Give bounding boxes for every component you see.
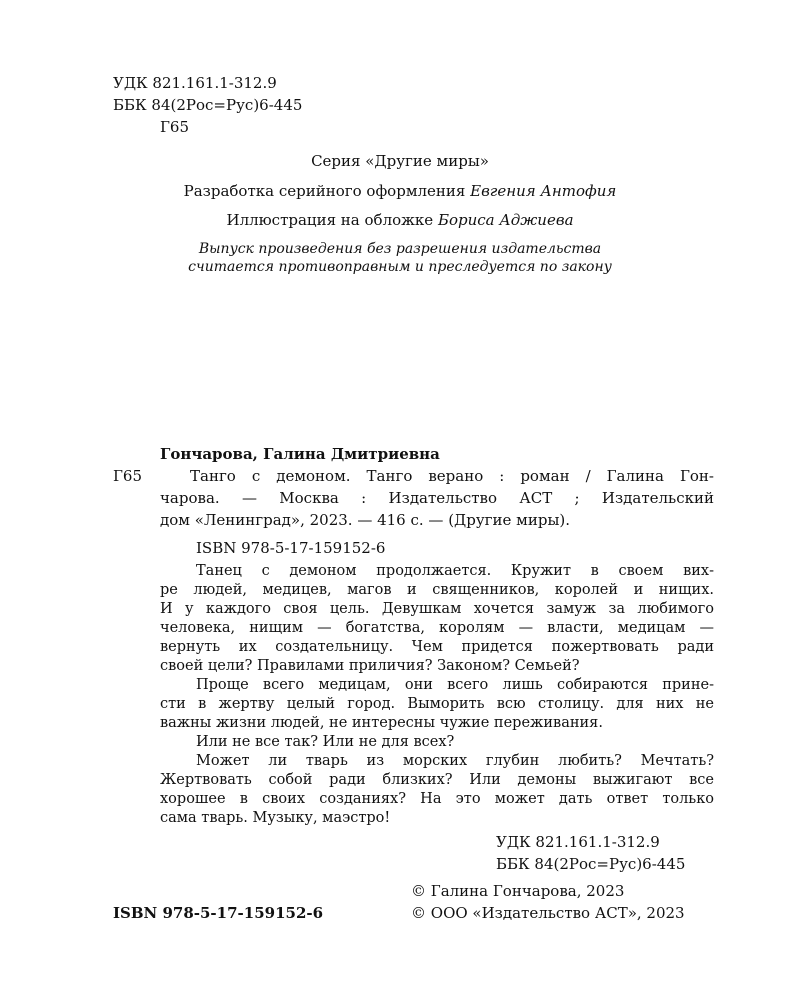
annotation-line: И у каждого своя цель. Девушкам хочется замуж за любимого [160, 601, 714, 617]
record-author: Гончарова, Галина Дмитриевна [160, 445, 440, 463]
design-credit [0, 180, 800, 202]
annotation-line: Может ли тварь из морских глубин любить? Мечтать? [196, 753, 714, 769]
record-mark: Г65 [113, 467, 143, 485]
copyright-warning-line-2: считается противоправным и преследуется по закону [188, 259, 612, 275]
annotation-line: сти в жертву целый город. Выморить всю столицу. для них не [160, 696, 714, 712]
annotation-line: Жертвовать собой ради близких? Или демоны выжигают все [160, 772, 714, 788]
copyright-warning-line-1: Выпуск произведения без разрешения издательства [198, 241, 602, 257]
illustration-label: Иллюстрация на обложке [226, 211, 438, 229]
record-description-line-2: чарова. — Москва : Издательство АСТ ; Издательский [160, 489, 714, 507]
design-label: Разработка серийного оформления [183, 182, 471, 200]
record-isbn: ISBN 978-5-17-159152-6 [196, 539, 386, 557]
bbk-code: ББК 84(2Рос=Рус)6-445 [113, 96, 303, 114]
copyright-author: © Галина Гончарова, 2023 [411, 882, 625, 900]
annotation-line: своей цели? Правилами приличия? Законом? Семьей? [160, 658, 580, 674]
annotation-line: Или не все так? Или не для всех? [196, 734, 455, 750]
series-title: Серия «Другие миры» [311, 152, 489, 170]
udk-code: УДК 821.161.1-312.9 [113, 74, 277, 92]
copyright-publisher: © ООО «Издательство АСТ», 2023 [411, 904, 685, 922]
annotation-line: Танец с демоном продолжается. Кружит в своем вих- [196, 563, 714, 579]
design-name: Евгения Антофия [470, 182, 617, 200]
annotation-line: ре людей, медицев, магов и священников, королей и нищих. [160, 582, 714, 598]
bottom-bbk-code: ББК 84(2Рос=Рус)6-445 [496, 855, 686, 873]
author-mark: Г65 [160, 118, 190, 136]
record-description-line-3: дом «Ленинград», 2023. — 416 с. — (Другие миры). [160, 511, 571, 529]
annotation-line: хорошее в своих созданиях? На это может дать ответ только [160, 791, 714, 807]
footer-isbn: ISBN 978-5-17-159152-6 [113, 904, 324, 922]
annotation-line: человека, нищим — богатства, королям — власти, медицам — [160, 620, 714, 636]
bottom-udk-code: УДК 821.161.1-312.9 [496, 833, 660, 851]
annotation-line: Проще всего медицам, они всего лишь собираются прине- [196, 677, 714, 693]
illustration-name: Бориса Аджиева [437, 211, 574, 229]
record-description-line-1: Танго с демоном. Танго верано : роман / Галина Гон- [190, 467, 714, 485]
annotation-line: сама тварь. Музыку, маэстро! [160, 810, 391, 826]
annotation-line: важны жизни людей, не интересны чужие переживания. [160, 715, 603, 731]
illustration-credit [0, 209, 800, 231]
annotation-line: вернуть их создательницу. Чем придется пожертвовать ради [160, 639, 714, 655]
